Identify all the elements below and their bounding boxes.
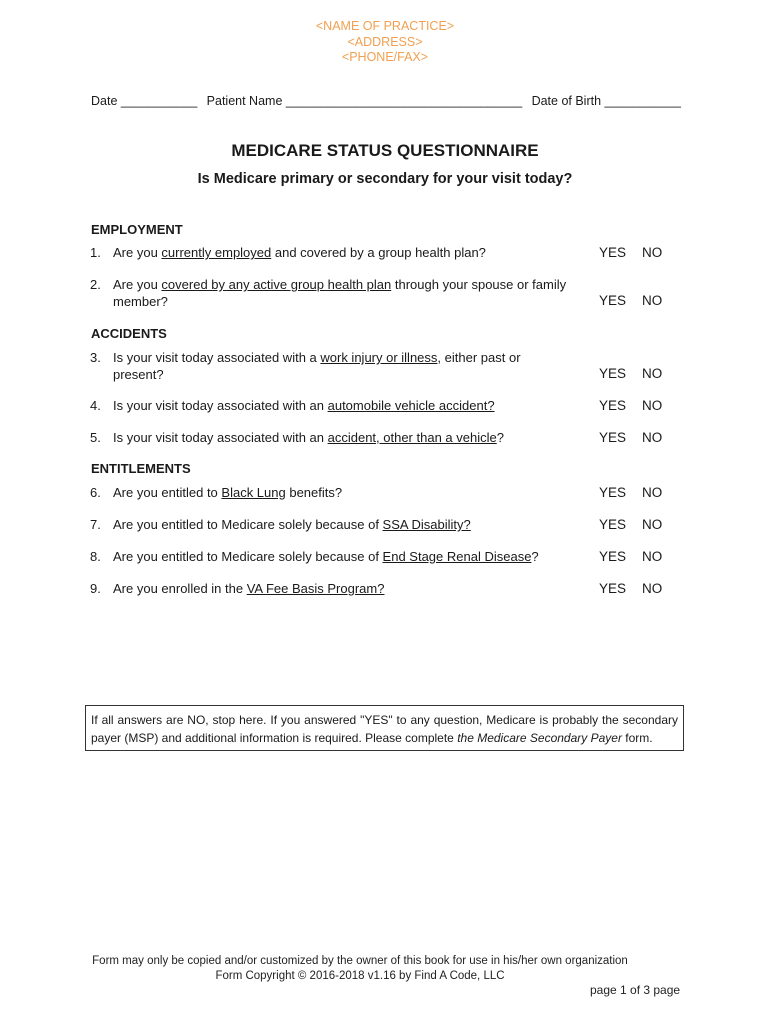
question-number: 6.	[90, 485, 101, 500]
dob-field[interactable]: Date of Birth ___________	[531, 94, 681, 108]
question-text: , either past or present?	[113, 350, 521, 382]
question-term: automobile vehicle accident?	[327, 398, 495, 413]
date-field[interactable]: Date ___________	[91, 94, 198, 108]
footer-usage-note: Form may only be copied and/or customized by the owner of this book for use in his/her own organization	[92, 955, 628, 967]
question-text: benefits?	[285, 485, 343, 500]
question-text: Are you entitled to Medicare solely because of	[113, 517, 383, 532]
no-option-7[interactable]: NO	[642, 517, 663, 532]
no-option-1[interactable]: NO	[642, 245, 663, 260]
yes-option-3[interactable]: YES	[599, 366, 627, 381]
question-term: VA Fee Basis Program?	[246, 581, 385, 596]
no-option-3[interactable]: NO	[642, 366, 663, 381]
yes-option-6[interactable]: YES	[599, 485, 627, 500]
practice-name: <NAME OF PRACTICE>	[315, 19, 455, 33]
question-text: Is your visit today associated with an	[113, 430, 328, 445]
question-text: through your spouse or family member?	[113, 277, 567, 309]
yes-option-2[interactable]: YES	[599, 293, 627, 308]
question-6	[90, 485, 570, 502]
page-number: page 1 of 3 page	[590, 983, 681, 997]
question-text: Are you	[113, 277, 162, 292]
question-number: 7.	[90, 517, 101, 532]
question-text: Are you enrolled in the	[113, 581, 247, 596]
practice-header	[0, 19, 770, 66]
question-number: 2.	[90, 277, 101, 292]
no-option-8[interactable]: NO	[642, 549, 663, 564]
question-term: currently employed	[161, 245, 272, 260]
question-text: ?	[531, 549, 539, 564]
question-1	[90, 245, 570, 262]
practice-phone: <PHONE/FAX>	[341, 50, 429, 64]
yes-option-7[interactable]: YES	[599, 517, 627, 532]
question-text: Is your visit today associated with a	[113, 350, 321, 365]
question-term: SSA Disability?	[382, 517, 471, 532]
question-term: accident, other than a vehicle	[327, 430, 497, 445]
question-5	[90, 430, 570, 447]
question-term: covered by any active group health plan	[161, 277, 392, 292]
practice-address: <ADDRESS>	[347, 34, 423, 49]
question-text: Is your visit today associated with an	[113, 398, 328, 413]
question-2	[90, 277, 570, 310]
footer	[0, 954, 720, 984]
question-term: End Stage Renal Disease	[382, 549, 532, 564]
instruction-box	[85, 705, 684, 751]
patient-info-line	[91, 94, 681, 108]
no-option-4[interactable]: NO	[642, 398, 663, 413]
no-option-5[interactable]: NO	[642, 430, 663, 445]
question-number: 1.	[90, 245, 101, 260]
question-number: 8.	[90, 549, 101, 564]
footer-copyright: Form Copyright © 2016-2018 v1.16 by Find A Code, LLC	[215, 970, 505, 982]
question-text: and covered by a group health plan?	[271, 245, 486, 260]
question-3	[90, 350, 570, 383]
instruction-form-name: the Medicare Secondary Payer	[457, 731, 622, 745]
no-option-2[interactable]: NO	[642, 293, 663, 308]
question-text: Are you entitled to	[113, 485, 222, 500]
question-number: 4.	[90, 398, 101, 413]
yes-option-9[interactable]: YES	[599, 581, 627, 596]
instruction-text: If all answers are NO, stop here. If you answered "YES" to any question, Medicare is probably the secondary payer (MSP) and additional information is required. Please complete	[91, 713, 678, 745]
form-subtitle: Is Medicare primary or secondary for your visit today?	[197, 171, 573, 187]
question-9	[90, 581, 570, 598]
section-employment: EMPLOYMENT	[91, 222, 183, 237]
question-term: Black Lung	[221, 485, 286, 500]
question-text: ?	[496, 430, 504, 445]
patient-name-field[interactable]: Patient Name __________________________________	[206, 94, 523, 108]
section-entitlements: ENTITLEMENTS	[91, 461, 191, 476]
question-text: Are you entitled to Medicare solely because of	[113, 549, 383, 564]
question-8	[90, 549, 570, 566]
question-text: Are you	[113, 245, 162, 260]
instruction-end: form.	[621, 731, 653, 745]
no-option-6[interactable]: NO	[642, 485, 663, 500]
question-number: 5.	[90, 430, 101, 445]
yes-option-1[interactable]: YES	[599, 245, 627, 260]
yes-option-8[interactable]: YES	[599, 549, 627, 564]
yes-option-4[interactable]: YES	[599, 398, 627, 413]
question-4	[90, 398, 570, 415]
yes-option-5[interactable]: YES	[599, 430, 627, 445]
question-number: 3.	[90, 350, 101, 365]
form-title: MEDICARE STATUS QUESTIONNAIRE	[231, 141, 539, 160]
no-option-9[interactable]: NO	[642, 581, 663, 596]
question-number: 9.	[90, 581, 101, 596]
question-7	[90, 517, 570, 534]
section-accidents: ACCIDENTS	[91, 326, 167, 341]
question-term: work injury or illness	[320, 350, 438, 365]
